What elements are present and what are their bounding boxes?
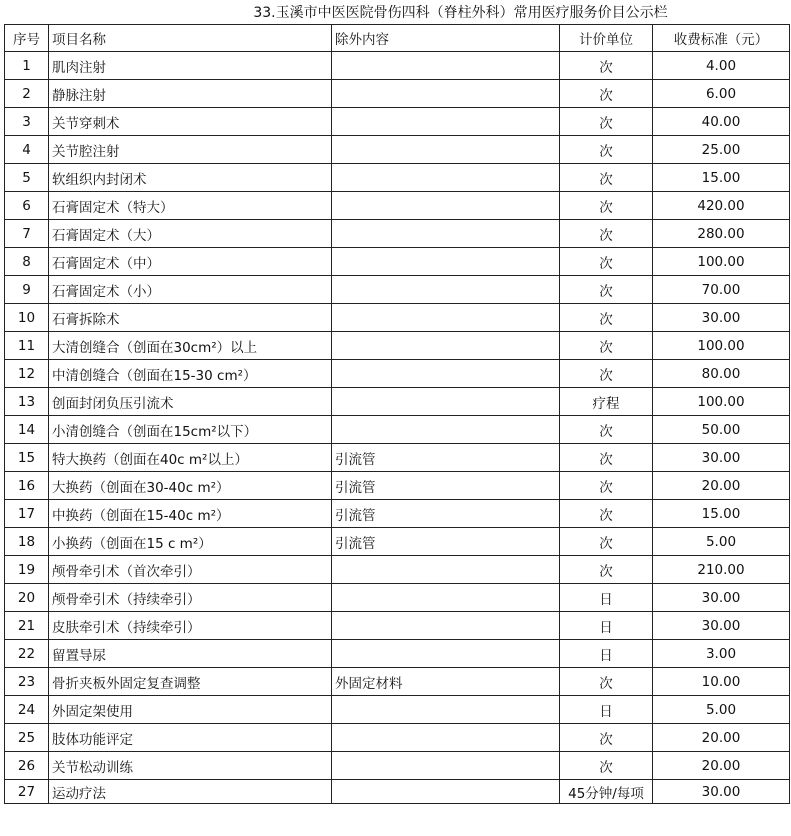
table-row bbox=[5, 780, 790, 804]
cell-unit: 次 bbox=[560, 724, 653, 752]
table-row bbox=[5, 276, 790, 304]
cell-no: 5 bbox=[5, 164, 49, 192]
table-row bbox=[5, 696, 790, 724]
cell-price: 80.00 bbox=[653, 360, 790, 388]
cell-excluded: 引流管 bbox=[332, 444, 560, 472]
table-row bbox=[5, 500, 790, 528]
cell-no: 15 bbox=[5, 444, 49, 472]
cell-name: 石膏固定术（大） bbox=[49, 220, 332, 248]
price-table bbox=[4, 24, 790, 804]
page-title: 33.玉溪市中医医院骨伤四科（脊柱外科）常用医疗服务价目公示栏 bbox=[253, 5, 668, 21]
cell-price: 20.00 bbox=[653, 472, 790, 500]
cell-price: 210.00 bbox=[653, 556, 790, 584]
cell-no: 18 bbox=[5, 528, 49, 556]
cell-no: 12 bbox=[5, 360, 49, 388]
cell-unit: 次 bbox=[560, 444, 653, 472]
table-row bbox=[5, 668, 790, 696]
table-row bbox=[5, 444, 790, 472]
cell-excluded bbox=[332, 220, 560, 248]
table-row bbox=[5, 332, 790, 360]
cell-name: 软组织内封闭术 bbox=[49, 164, 332, 192]
table-header-row bbox=[5, 25, 790, 52]
cell-unit: 次 bbox=[560, 108, 653, 136]
cell-name: 石膏拆除术 bbox=[49, 304, 332, 332]
cell-price: 15.00 bbox=[653, 164, 790, 192]
cell-price: 3.00 bbox=[653, 640, 790, 668]
cell-no: 17 bbox=[5, 500, 49, 528]
cell-unit: 次 bbox=[560, 472, 653, 500]
cell-excluded bbox=[332, 332, 560, 360]
table-row bbox=[5, 416, 790, 444]
cell-excluded bbox=[332, 724, 560, 752]
cell-excluded: 引流管 bbox=[332, 528, 560, 556]
cell-price: 100.00 bbox=[653, 388, 790, 416]
cell-no: 25 bbox=[5, 724, 49, 752]
table-row bbox=[5, 640, 790, 668]
cell-name: 肌肉注射 bbox=[49, 52, 332, 80]
cell-no: 8 bbox=[5, 248, 49, 276]
table-row bbox=[5, 108, 790, 136]
cell-unit: 次 bbox=[560, 416, 653, 444]
cell-unit: 次 bbox=[560, 220, 653, 248]
cell-no: 2 bbox=[5, 80, 49, 108]
cell-price: 50.00 bbox=[653, 416, 790, 444]
cell-no: 11 bbox=[5, 332, 49, 360]
cell-price: 30.00 bbox=[653, 612, 790, 640]
cell-name: 大清创缝合（创面在30cm²）以上 bbox=[49, 332, 332, 360]
table-row bbox=[5, 752, 790, 780]
table-row bbox=[5, 192, 790, 220]
cell-excluded: 引流管 bbox=[332, 500, 560, 528]
cell-unit: 次 bbox=[560, 360, 653, 388]
table-row bbox=[5, 80, 790, 108]
cell-price: 420.00 bbox=[653, 192, 790, 220]
cell-excluded bbox=[332, 276, 560, 304]
cell-price: 20.00 bbox=[653, 724, 790, 752]
header-name: 项目名称 bbox=[49, 25, 332, 52]
table-row bbox=[5, 220, 790, 248]
cell-price: 40.00 bbox=[653, 108, 790, 136]
cell-unit: 45分钟/每项 bbox=[560, 780, 653, 804]
cell-unit: 次 bbox=[560, 276, 653, 304]
cell-unit: 日 bbox=[560, 696, 653, 724]
table-body bbox=[5, 52, 790, 804]
cell-no: 4 bbox=[5, 136, 49, 164]
cell-excluded bbox=[332, 192, 560, 220]
cell-excluded bbox=[332, 416, 560, 444]
cell-no: 14 bbox=[5, 416, 49, 444]
cell-price: 30.00 bbox=[653, 780, 790, 804]
table-row bbox=[5, 248, 790, 276]
cell-unit: 次 bbox=[560, 304, 653, 332]
cell-excluded bbox=[332, 52, 560, 80]
cell-name: 关节穿刺术 bbox=[49, 108, 332, 136]
cell-unit: 次 bbox=[560, 248, 653, 276]
cell-price: 5.00 bbox=[653, 696, 790, 724]
cell-price: 100.00 bbox=[653, 248, 790, 276]
cell-excluded bbox=[332, 388, 560, 416]
cell-name: 肢体功能评定 bbox=[49, 724, 332, 752]
table-row bbox=[5, 528, 790, 556]
cell-unit: 日 bbox=[560, 612, 653, 640]
cell-no: 26 bbox=[5, 752, 49, 780]
cell-no: 13 bbox=[5, 388, 49, 416]
cell-name: 运动疗法 bbox=[49, 780, 332, 804]
cell-price: 6.00 bbox=[653, 80, 790, 108]
cell-name: 石膏固定术（小） bbox=[49, 276, 332, 304]
cell-excluded bbox=[332, 780, 560, 804]
cell-price: 280.00 bbox=[653, 220, 790, 248]
cell-no: 23 bbox=[5, 668, 49, 696]
cell-excluded: 外固定材料 bbox=[332, 668, 560, 696]
cell-no: 16 bbox=[5, 472, 49, 500]
table-row bbox=[5, 52, 790, 80]
cell-price: 15.00 bbox=[653, 500, 790, 528]
cell-price: 20.00 bbox=[653, 752, 790, 780]
table-row bbox=[5, 556, 790, 584]
cell-excluded bbox=[332, 108, 560, 136]
table-row bbox=[5, 164, 790, 192]
cell-name: 颅骨牵引术（持续牵引） bbox=[49, 584, 332, 612]
cell-excluded bbox=[332, 556, 560, 584]
cell-unit: 次 bbox=[560, 332, 653, 360]
cell-name: 小换药（创面在15 c m²） bbox=[49, 528, 332, 556]
cell-excluded bbox=[332, 360, 560, 388]
cell-name: 石膏固定术（特大） bbox=[49, 192, 332, 220]
cell-name: 关节松动训练 bbox=[49, 752, 332, 780]
cell-name: 石膏固定术（中） bbox=[49, 248, 332, 276]
cell-name: 颅骨牵引术（首次牵引） bbox=[49, 556, 332, 584]
table-row bbox=[5, 584, 790, 612]
cell-no: 20 bbox=[5, 584, 49, 612]
cell-excluded bbox=[332, 752, 560, 780]
cell-excluded bbox=[332, 696, 560, 724]
cell-no: 22 bbox=[5, 640, 49, 668]
cell-name: 创面封闭负压引流术 bbox=[49, 388, 332, 416]
cell-unit: 次 bbox=[560, 556, 653, 584]
cell-excluded bbox=[332, 248, 560, 276]
cell-unit: 次 bbox=[560, 668, 653, 696]
cell-excluded bbox=[332, 304, 560, 332]
cell-unit: 次 bbox=[560, 164, 653, 192]
cell-no: 7 bbox=[5, 220, 49, 248]
cell-excluded bbox=[332, 80, 560, 108]
cell-excluded bbox=[332, 164, 560, 192]
header-no: 序号 bbox=[5, 25, 49, 52]
table-row bbox=[5, 724, 790, 752]
cell-name: 中换药（创面在15-40c m²） bbox=[49, 500, 332, 528]
cell-no: 19 bbox=[5, 556, 49, 584]
cell-name: 关节腔注射 bbox=[49, 136, 332, 164]
table-row bbox=[5, 472, 790, 500]
table-row bbox=[5, 304, 790, 332]
cell-name: 骨折夹板外固定复查调整 bbox=[49, 668, 332, 696]
cell-unit: 次 bbox=[560, 500, 653, 528]
cell-name: 外固定架使用 bbox=[49, 696, 332, 724]
cell-name: 特大换药（创面在40c m²以上） bbox=[49, 444, 332, 472]
cell-name: 中清创缝合（创面在15-30 cm²） bbox=[49, 360, 332, 388]
cell-name: 小清创缝合（创面在15cm²以下） bbox=[49, 416, 332, 444]
cell-unit: 次 bbox=[560, 528, 653, 556]
table-row bbox=[5, 360, 790, 388]
cell-excluded bbox=[332, 640, 560, 668]
cell-price: 5.00 bbox=[653, 528, 790, 556]
cell-no: 21 bbox=[5, 612, 49, 640]
cell-price: 10.00 bbox=[653, 668, 790, 696]
cell-price: 30.00 bbox=[653, 304, 790, 332]
cell-excluded bbox=[332, 136, 560, 164]
cell-unit: 次 bbox=[560, 52, 653, 80]
cell-price: 70.00 bbox=[653, 276, 790, 304]
table-row bbox=[5, 612, 790, 640]
cell-price: 100.00 bbox=[653, 332, 790, 360]
cell-no: 3 bbox=[5, 108, 49, 136]
cell-unit: 日 bbox=[560, 584, 653, 612]
cell-name: 静脉注射 bbox=[49, 80, 332, 108]
cell-no: 27 bbox=[5, 780, 49, 804]
cell-unit: 次 bbox=[560, 192, 653, 220]
cell-no: 10 bbox=[5, 304, 49, 332]
cell-unit: 疗程 bbox=[560, 388, 653, 416]
cell-name: 皮肤牵引术（持续牵引） bbox=[49, 612, 332, 640]
cell-unit: 次 bbox=[560, 752, 653, 780]
table-row bbox=[5, 136, 790, 164]
cell-unit: 次 bbox=[560, 136, 653, 164]
cell-price: 25.00 bbox=[653, 136, 790, 164]
cell-excluded bbox=[332, 584, 560, 612]
cell-no: 24 bbox=[5, 696, 49, 724]
cell-excluded bbox=[332, 612, 560, 640]
header-excluded: 除外内容 bbox=[332, 25, 560, 52]
cell-excluded: 引流管 bbox=[332, 472, 560, 500]
cell-price: 30.00 bbox=[653, 584, 790, 612]
header-unit: 计价单位 bbox=[560, 25, 653, 52]
cell-no: 1 bbox=[5, 52, 49, 80]
cell-unit: 次 bbox=[560, 80, 653, 108]
cell-no: 6 bbox=[5, 192, 49, 220]
cell-name: 留置导尿 bbox=[49, 640, 332, 668]
cell-price: 4.00 bbox=[653, 52, 790, 80]
cell-name: 大换药（创面在30-40c m²） bbox=[49, 472, 332, 500]
table-row bbox=[5, 388, 790, 416]
header-price: 收费标准（元） bbox=[653, 25, 790, 52]
cell-price: 30.00 bbox=[653, 444, 790, 472]
cell-unit: 日 bbox=[560, 640, 653, 668]
cell-no: 9 bbox=[5, 276, 49, 304]
